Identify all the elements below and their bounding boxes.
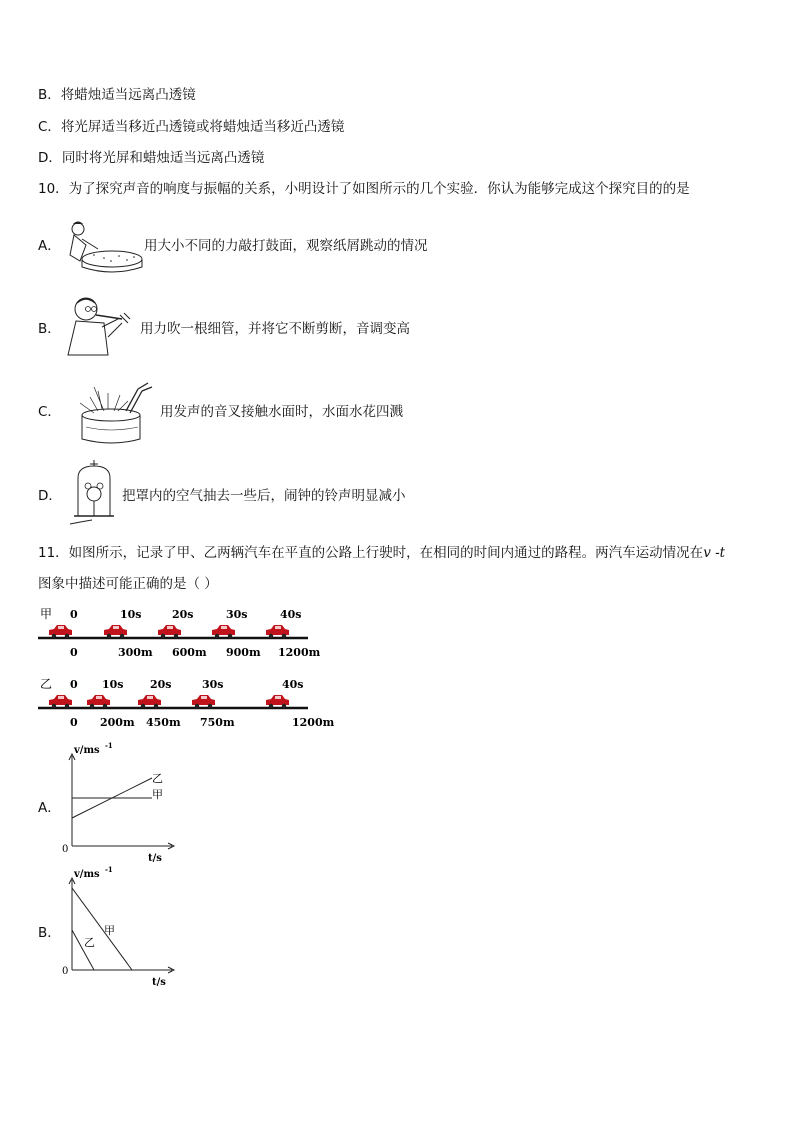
- graph-b-x-label: t/s: [152, 977, 166, 988]
- track-yi-time-label: 10s: [102, 678, 124, 691]
- track-jia-time-label: 0: [70, 608, 78, 621]
- graph-a-x-label: t/s: [148, 853, 162, 864]
- track-jia-name: 甲: [40, 607, 53, 621]
- track-jia-time-label: 10s: [120, 608, 142, 621]
- q10-option-b-text: 用力吹一根细管，并将它不断剪断，音调变高: [140, 321, 410, 337]
- track-yi-name: 乙: [40, 677, 53, 691]
- vt-graph-b: [60, 866, 180, 990]
- vt-graph-a: [60, 742, 180, 866]
- track-yi-distance-label: 1200m: [292, 716, 335, 729]
- q9-option-b: B．将蜡烛适当远离凸透镜: [38, 87, 196, 103]
- q9-option-c: C．将光屏适当移近凸透镜或将蜡烛适当移近凸透镜: [38, 119, 345, 135]
- q10-option-a-text: 用大小不同的力敲打鼓面，观察纸屑跳动的情况: [144, 238, 428, 254]
- q11-stem-text: 11．如图所示，记录了甲、乙两辆汽车在平直的公路上行驶时，在相同的时间内通过的路程。两汽车运动情况在: [38, 545, 704, 561]
- tuning-fork-water-icon: [68, 381, 156, 445]
- track-yi-distance-label: 200m: [100, 716, 135, 729]
- track-jia-distance-label: 600m: [172, 646, 207, 659]
- track-yi-distance-label: 0: [70, 716, 78, 729]
- q11-vt-symbol: v -t: [703, 545, 726, 561]
- q9-option-d: D．同时将光屏和蜡烛适当远离凸透镜: [38, 150, 265, 166]
- graph-a-label-yi: 乙: [152, 772, 163, 785]
- graph-b-origin: 0: [62, 966, 69, 977]
- track-jia-distance-label: 300m: [118, 646, 153, 659]
- track-yi-distance-label: 450m: [146, 716, 181, 729]
- q10-stem: 10．为了探究声音的响度与振幅的关系，小明设计了如图所示的几个实验．你认为能够完成这个探究目的的是: [38, 181, 690, 197]
- track-jia-distance-label: 900m: [226, 646, 261, 659]
- graph-b-line-jia: [72, 888, 132, 970]
- q11-stem-line1: [38, 541, 725, 561]
- q10-option-d-text: 把罩内的空气抽去一些后，闹钟的铃声明显减小: [122, 488, 406, 504]
- track-yi-car: [87, 695, 110, 708]
- track-jia-car: [158, 625, 181, 638]
- track-yi-car: [192, 695, 215, 708]
- track-yi-time-label: 20s: [150, 678, 172, 691]
- track-yi-distance-label: 750m: [200, 716, 235, 729]
- track-jia-time-label: 20s: [172, 608, 194, 621]
- graph-a-y-label: v/ms: [74, 745, 100, 756]
- q11-option-a-label: A．: [38, 800, 61, 816]
- q10-option-a-label: A．: [38, 238, 61, 254]
- q10-option-d-label: D．: [38, 488, 62, 504]
- track-yi-time-label: 30s: [202, 678, 224, 691]
- track-jia-car: [49, 625, 72, 638]
- q11-option-b-label: B．: [38, 925, 61, 941]
- blowing-tube-figure-icon: [64, 293, 140, 357]
- q10-option-c-label: C．: [38, 404, 61, 420]
- q11-stem-line2: 图象中描述可能正确的是（ ）: [38, 576, 218, 592]
- graph-b-y-label: v/ms: [74, 869, 100, 880]
- track-jia-time-label: 30s: [226, 608, 248, 621]
- track-yi-car: [138, 695, 161, 708]
- graph-a-label-jia: 甲: [152, 788, 163, 801]
- graph-a-origin: 0: [62, 844, 69, 855]
- track-yi-time-label: 0: [70, 678, 78, 691]
- track-jia-time-label: 40s: [280, 608, 302, 621]
- track-jia-car: [266, 625, 289, 638]
- bell-jar-alarm-icon: [66, 460, 122, 526]
- graph-a-y-exp: -1: [105, 741, 113, 750]
- drum-figure-icon: [64, 215, 144, 275]
- track-jia-figure: [38, 604, 321, 660]
- q10-option-b-label: B．: [38, 321, 61, 337]
- track-yi-car: [49, 695, 72, 708]
- track-yi-figure: [38, 674, 335, 730]
- q10-option-c-text: 用发声的音叉接触水面时，水面水花四溅: [160, 404, 403, 420]
- track-yi-time-label: 40s: [282, 678, 304, 691]
- track-yi-car: [266, 695, 289, 708]
- graph-b-y-exp: -1: [105, 865, 113, 874]
- track-jia-car: [212, 625, 235, 638]
- graph-b-label-yi: 乙: [84, 936, 95, 949]
- track-jia-distance-label: 0: [70, 646, 78, 659]
- track-jia-distance-label: 1200m: [278, 646, 321, 659]
- track-jia-car: [104, 625, 127, 638]
- graph-b-label-jia: 甲: [104, 924, 115, 937]
